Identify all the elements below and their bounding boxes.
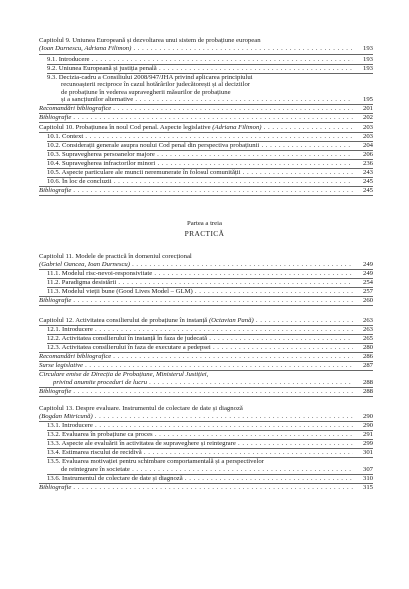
toc-item: 9.1. Introducere . . . 193 — [39, 56, 373, 64]
toc-item: 13.6. Instrumentul de colectare de date și diagnoză . . . 310 — [39, 475, 373, 483]
toc-item: 11.1. Modelul risc-nevoi-responsivitate . . . 249 — [39, 270, 373, 278]
toc-item: 13.5. Evaluarea motivației pentru schimbare comportamentală și a perspectivelor — [47, 458, 264, 465]
toc-item: 11.2. Paradigma desistării . . . 254 — [39, 279, 373, 287]
chapter-authors-row — [39, 45, 373, 53]
divider — [39, 54, 373, 55]
toc-item: 12.3. Activitatea consilierului în faza de executare a pedepsei . . . 280 — [39, 344, 373, 352]
toc-item: 10.6. În loc de concluzii . . . 245 — [39, 178, 373, 186]
toc-item: Recomandări bibliografice . . . 286 — [39, 353, 373, 361]
page-number: 203 — [362, 124, 373, 131]
toc-item-cont: de probațiune în vederea supravegherii măsurilor de probațiune — [61, 88, 231, 96]
toc-item: 10.2. Considerații generale asupra noului Cod penal din perspectiva probațiunii . . . 204 — [39, 142, 373, 150]
divider — [39, 305, 373, 306]
toc-item: 12.2. Activitatea consilierului în instanță în faza de judecată . . . 265 — [39, 335, 373, 343]
part-label: Partea a treia — [187, 220, 222, 227]
page-number: 290 — [362, 413, 373, 420]
toc-item: 12.1. Introducere . . . 263 — [39, 326, 373, 334]
toc-item-cont: și a sancțiunilor alternative . . . 195 — [39, 96, 373, 104]
toc-item: 9.3. Decizia-cadru a Consiliului 2008/947/JHA privind aplicarea principiului — [47, 73, 253, 81]
divider — [39, 195, 373, 196]
chapter-authors: (Bogdan Mitricună) . . . — [39, 413, 353, 420]
toc-item: 13.1. Introducere . . . 290 — [39, 422, 373, 430]
toc-item: 10.1. Context . . . 203 — [39, 133, 373, 141]
chapter-authors-row — [39, 413, 373, 421]
chapter-authors: (Gabriel Oancea, Ioan Durnescu) . . . — [39, 261, 353, 268]
divider — [39, 122, 373, 123]
chapter-authors-row — [39, 261, 373, 269]
page-number: 193 — [362, 45, 373, 52]
toc-item: Surse legislative . . . 287 — [39, 362, 373, 370]
toc-item: Circulare emise de Direcția de Probațiune, Ministerul Justiției, — [39, 371, 209, 378]
toc-item: 13.3. Aspecte ale evaluării în activitatea de supraveghere și reintegrare . . . 299 — [39, 440, 373, 448]
part-title: PRACTICĂ — [184, 229, 225, 238]
toc-item-cont: de reintegrare în societate . . . 307 — [39, 466, 373, 474]
page-number: 249 — [362, 261, 373, 268]
toc-item-cont: recunoașterii reciproce în cazul hotărârilor judecătorești și al deciziilor — [61, 81, 251, 88]
toc-item: Bibliografie . . . 315 — [39, 484, 373, 492]
toc-item-cont: privind anumite proceduri de lucru . . . 288 — [39, 379, 373, 387]
toc-item: 10.5. Aspecte particulare ale muncii neremunerate în folosul comunității . . . 243 — [39, 169, 373, 177]
chapter-title: Capitolul 12. Activitatea consilierului de probațiune în instanță — [39, 317, 208, 324]
chapter-authors: (Adriana Filimon) — [212, 124, 262, 131]
toc-item: 11.3. Modelul vieții bune (Good Lives Model – GLM) . . . 257 — [39, 288, 373, 296]
chapter-title: Capitolul 11. Modele de practică în domeniul corecțional — [39, 253, 192, 260]
toc-item: Bibliografie . . . 260 — [39, 297, 373, 305]
toc-item: 10.3. Supravegherea persoanelor majore . . . 206 — [39, 151, 373, 159]
toc-item: Bibliografie . . . 245 — [39, 187, 373, 195]
toc-item: Bibliografie . . . 288 — [39, 388, 373, 396]
chapter-title: Capitolul 10. Probațiunea în noul Cod penal. Aspecte legislative — [39, 124, 211, 131]
chapter-title-row — [39, 317, 373, 325]
chapter-authors: (Octavian Pană) — [208, 317, 254, 324]
chapter-title-row — [39, 124, 373, 132]
toc-item: 13.4. Estimarea riscului de recidivă . . . 301 — [39, 449, 373, 457]
toc-item: 9.2. Uniunea Europeană și justiția penală . . . 193 — [39, 65, 373, 73]
chapter-title: Capitolul 13. Despre evaluare. Instrumentul de colectare de date și diagnoză — [39, 405, 243, 412]
toc-item: Bibliografie . . . 202 — [39, 114, 373, 122]
page-number: 263 — [362, 317, 373, 324]
divider — [39, 396, 373, 397]
toc-item: 13.2. Evaluarea în probațiune ca proces . . . 291 — [39, 431, 373, 439]
chapter-title: Capitolul 9. Uniunea Europeană și dezvoltarea unui sistem de probațiune european — [39, 37, 261, 44]
toc-item: 10.4. Supravegherea infractorilor minori . . . 236 — [39, 160, 373, 168]
chapter-authors: (Ioan Durnescu, Adriana Filimon) . . . — [39, 45, 353, 52]
toc-item: Recomandări bibliografice . . . 201 — [39, 105, 373, 113]
